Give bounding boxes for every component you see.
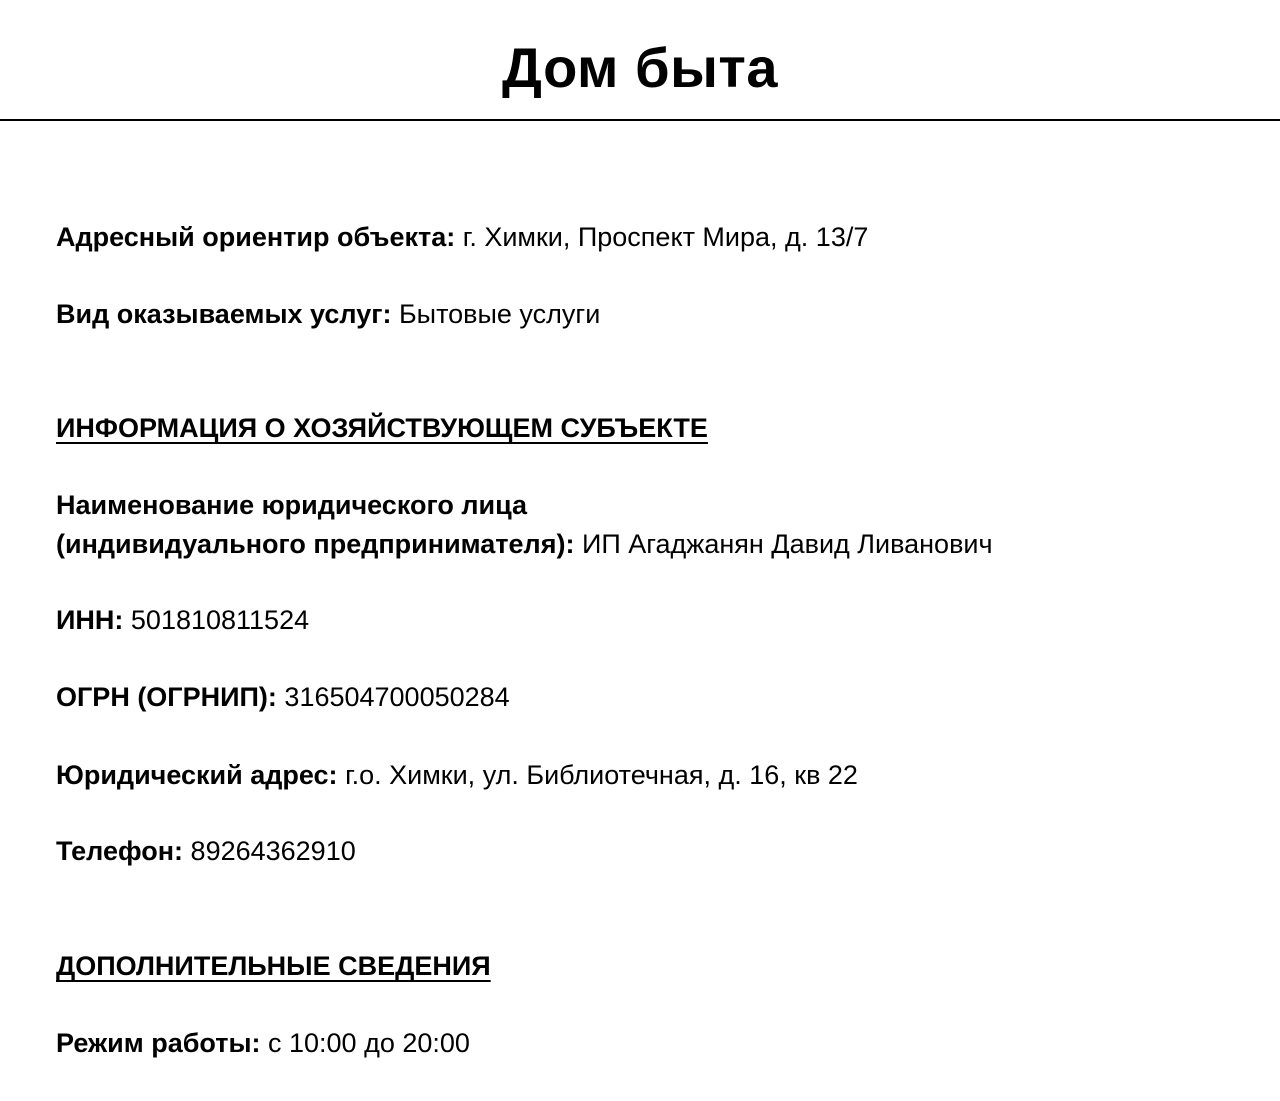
title-divider bbox=[0, 119, 1280, 121]
entity-name-label-cont: (индивидуального предпринимателя): bbox=[56, 529, 575, 559]
inn-label: ИНН: bbox=[56, 605, 124, 635]
working-hours-value: с 10:00 до 20:00 bbox=[260, 1028, 470, 1058]
phone-row bbox=[56, 833, 356, 869]
entity-section-heading: ИНФОРМАЦИЯ О ХОЗЯЙСТВУЮЩЕМ СУБЪЕКТЕ bbox=[56, 413, 708, 443]
legal-address-value: г.о. Химки, ул. Библиотечная, д. 16, кв 22 bbox=[337, 760, 858, 790]
ogrn-label: ОГРН (ОГРНИП): bbox=[56, 682, 277, 712]
object-address-value: г. Химки, Проспект Мира, д. 13/7 bbox=[455, 222, 869, 252]
ogrn-row bbox=[56, 679, 510, 715]
services-row bbox=[56, 296, 600, 332]
entity-name-label: Наименование юридического лица bbox=[56, 490, 528, 520]
ogrn-value: 316504700050284 bbox=[276, 682, 510, 712]
legal-address-label: Юридический адрес: bbox=[56, 760, 338, 790]
entity-name-value: ИП Агаджанян Давид Ливанович bbox=[574, 529, 993, 559]
entity-name-row bbox=[56, 526, 993, 562]
additional-section-heading: ДОПОЛНИТЕЛЬНЫЕ СВЕДЕНИЯ bbox=[56, 951, 491, 981]
services-value: Бытовые услуги bbox=[391, 299, 601, 329]
phone-label: Телефон: bbox=[56, 836, 184, 866]
page-title: Дом быта bbox=[501, 36, 778, 99]
inn-row bbox=[56, 602, 309, 638]
object-address-row bbox=[56, 219, 868, 255]
phone-value: 89264362910 bbox=[183, 836, 356, 866]
object-address-label: Адресный ориентир объекта: bbox=[56, 222, 456, 252]
services-label: Вид оказываемых услуг: bbox=[56, 299, 392, 329]
working-hours-row bbox=[56, 1025, 470, 1061]
inn-value: 501810811524 bbox=[123, 605, 310, 635]
entity-name-label-line1 bbox=[56, 487, 527, 523]
working-hours-label: Режим работы: bbox=[56, 1028, 261, 1058]
legal-address-row bbox=[56, 757, 858, 793]
